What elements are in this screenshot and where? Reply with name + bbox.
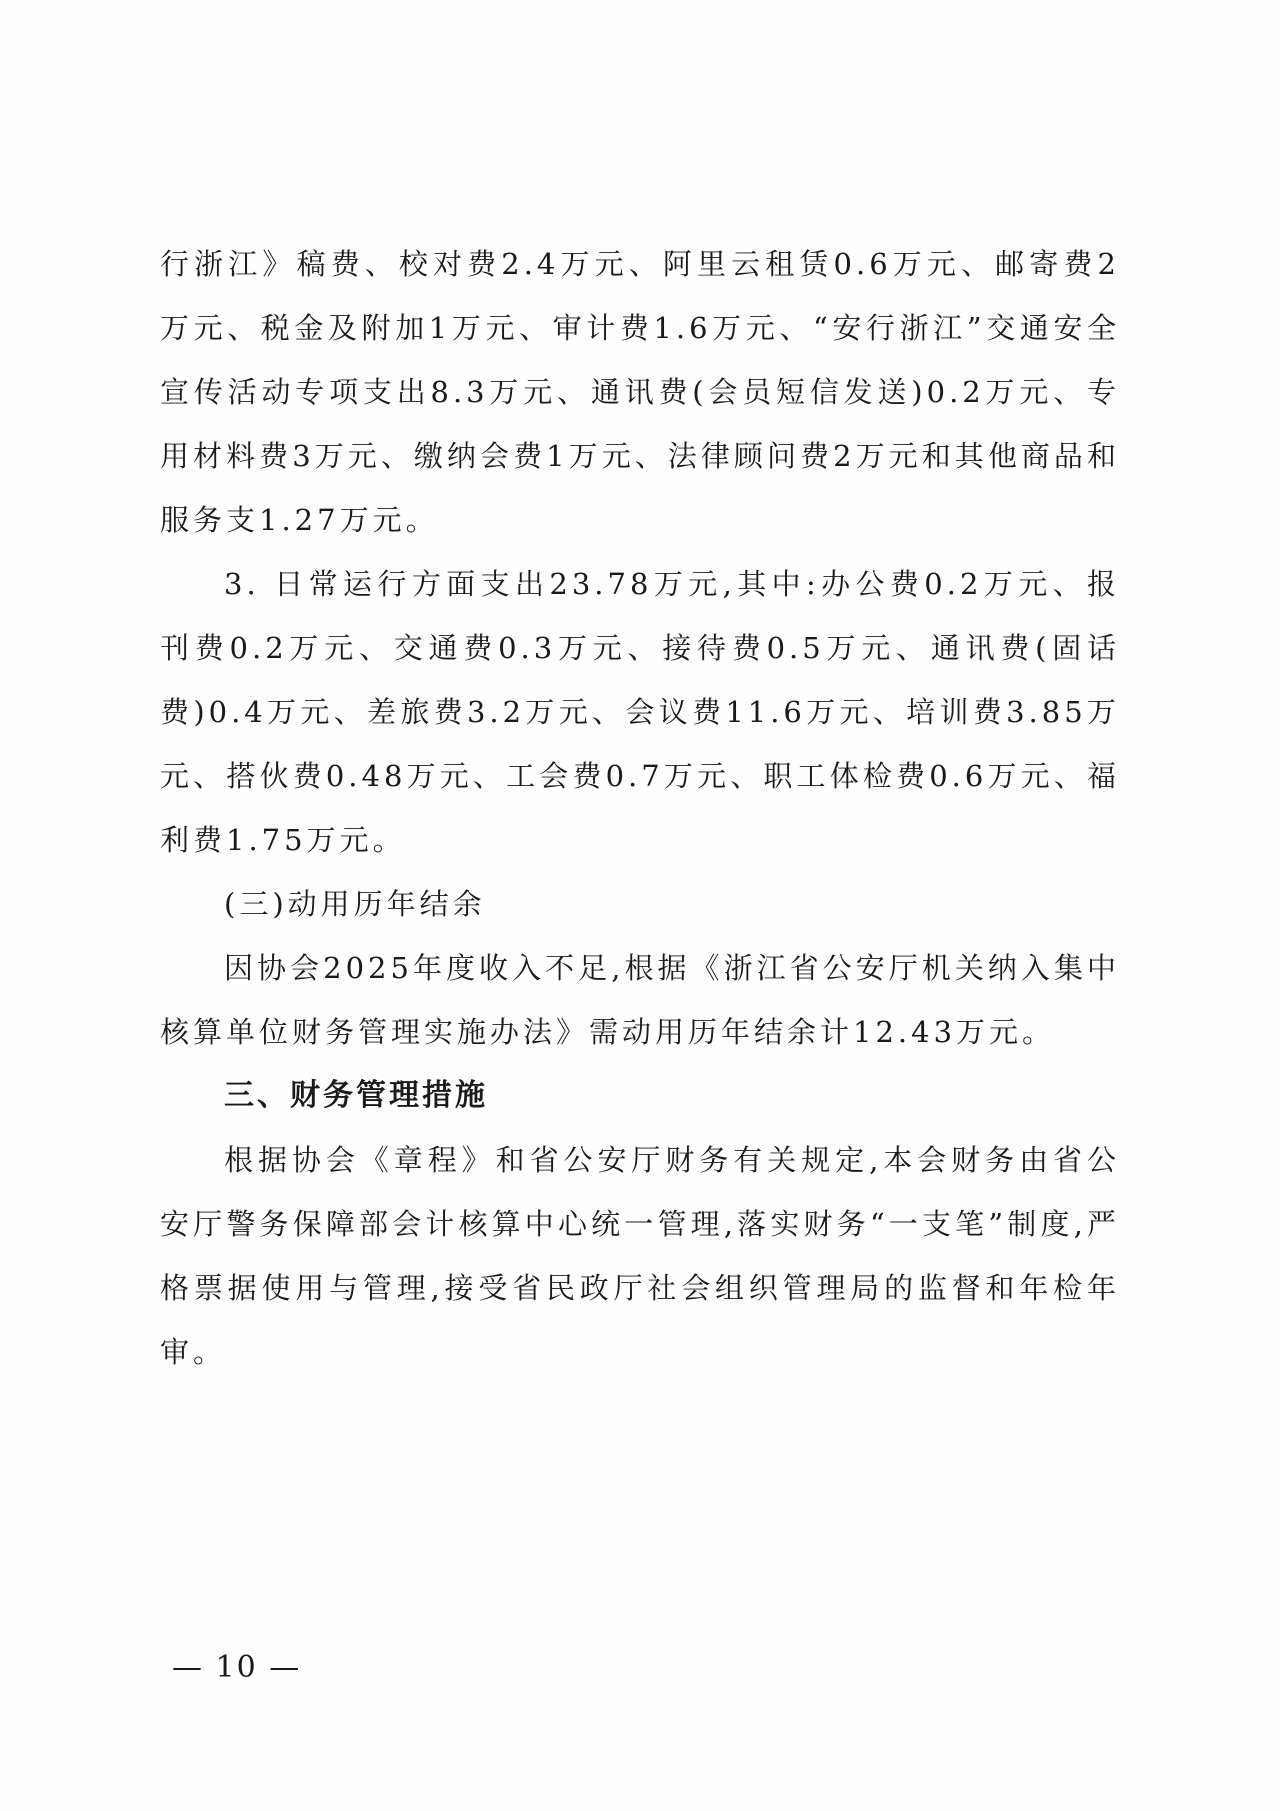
page-number: — 10 — <box>172 1650 302 1685</box>
continuation-paragraph: 行浙江》稿费、校对费2.4万元、阿里云租赁0.6万元、邮寄费2万元、税金及附加1万元、审计费1.6万元、“安行浙江”交通安全宣传活动专项支出8.3万元、通讯费(会员短信发送)0.2万元、专用材料费3万元、缴纳会费1万元、法律顾问费2万元和其他商品和服务支1.27万元。 <box>160 247 1120 537</box>
subheading-three: (三)动用历年结余 <box>224 887 486 921</box>
financial-management-paragraph: 根据协会《章程》和省公安厅财务有关规定,本会财务由省公安厅警务保障部会计核算中心统一管理,落实财务“一支笔”制度,严格票据使用与管理,接受省民政厅社会组织管理局的监督和年检年审。 <box>160 1143 1120 1369</box>
item-3-paragraph: 3. 日常运行方面支出23.78万元,其中:办公费0.2万元、报刊费0.2万元、交通费0.3万元、接待费0.5万元、通讯费(固话费)0.4万元、差旅费3.2万元、会议费11.6万元、培训费3.85万元、搭伙费0.48万元、工会费0.7万元、职工体检费0.6万元、福利费1.75万元。 <box>160 567 1120 857</box>
section-three-heading: 三、财务管理措施 <box>224 1078 488 1113</box>
reserve-usage-paragraph: 因协会2025年度收入不足,根据《浙江省公安厅机关纳入集中核算单位财务管理实施办法》需动用历年结余计12.43万元。 <box>160 951 1120 1049</box>
